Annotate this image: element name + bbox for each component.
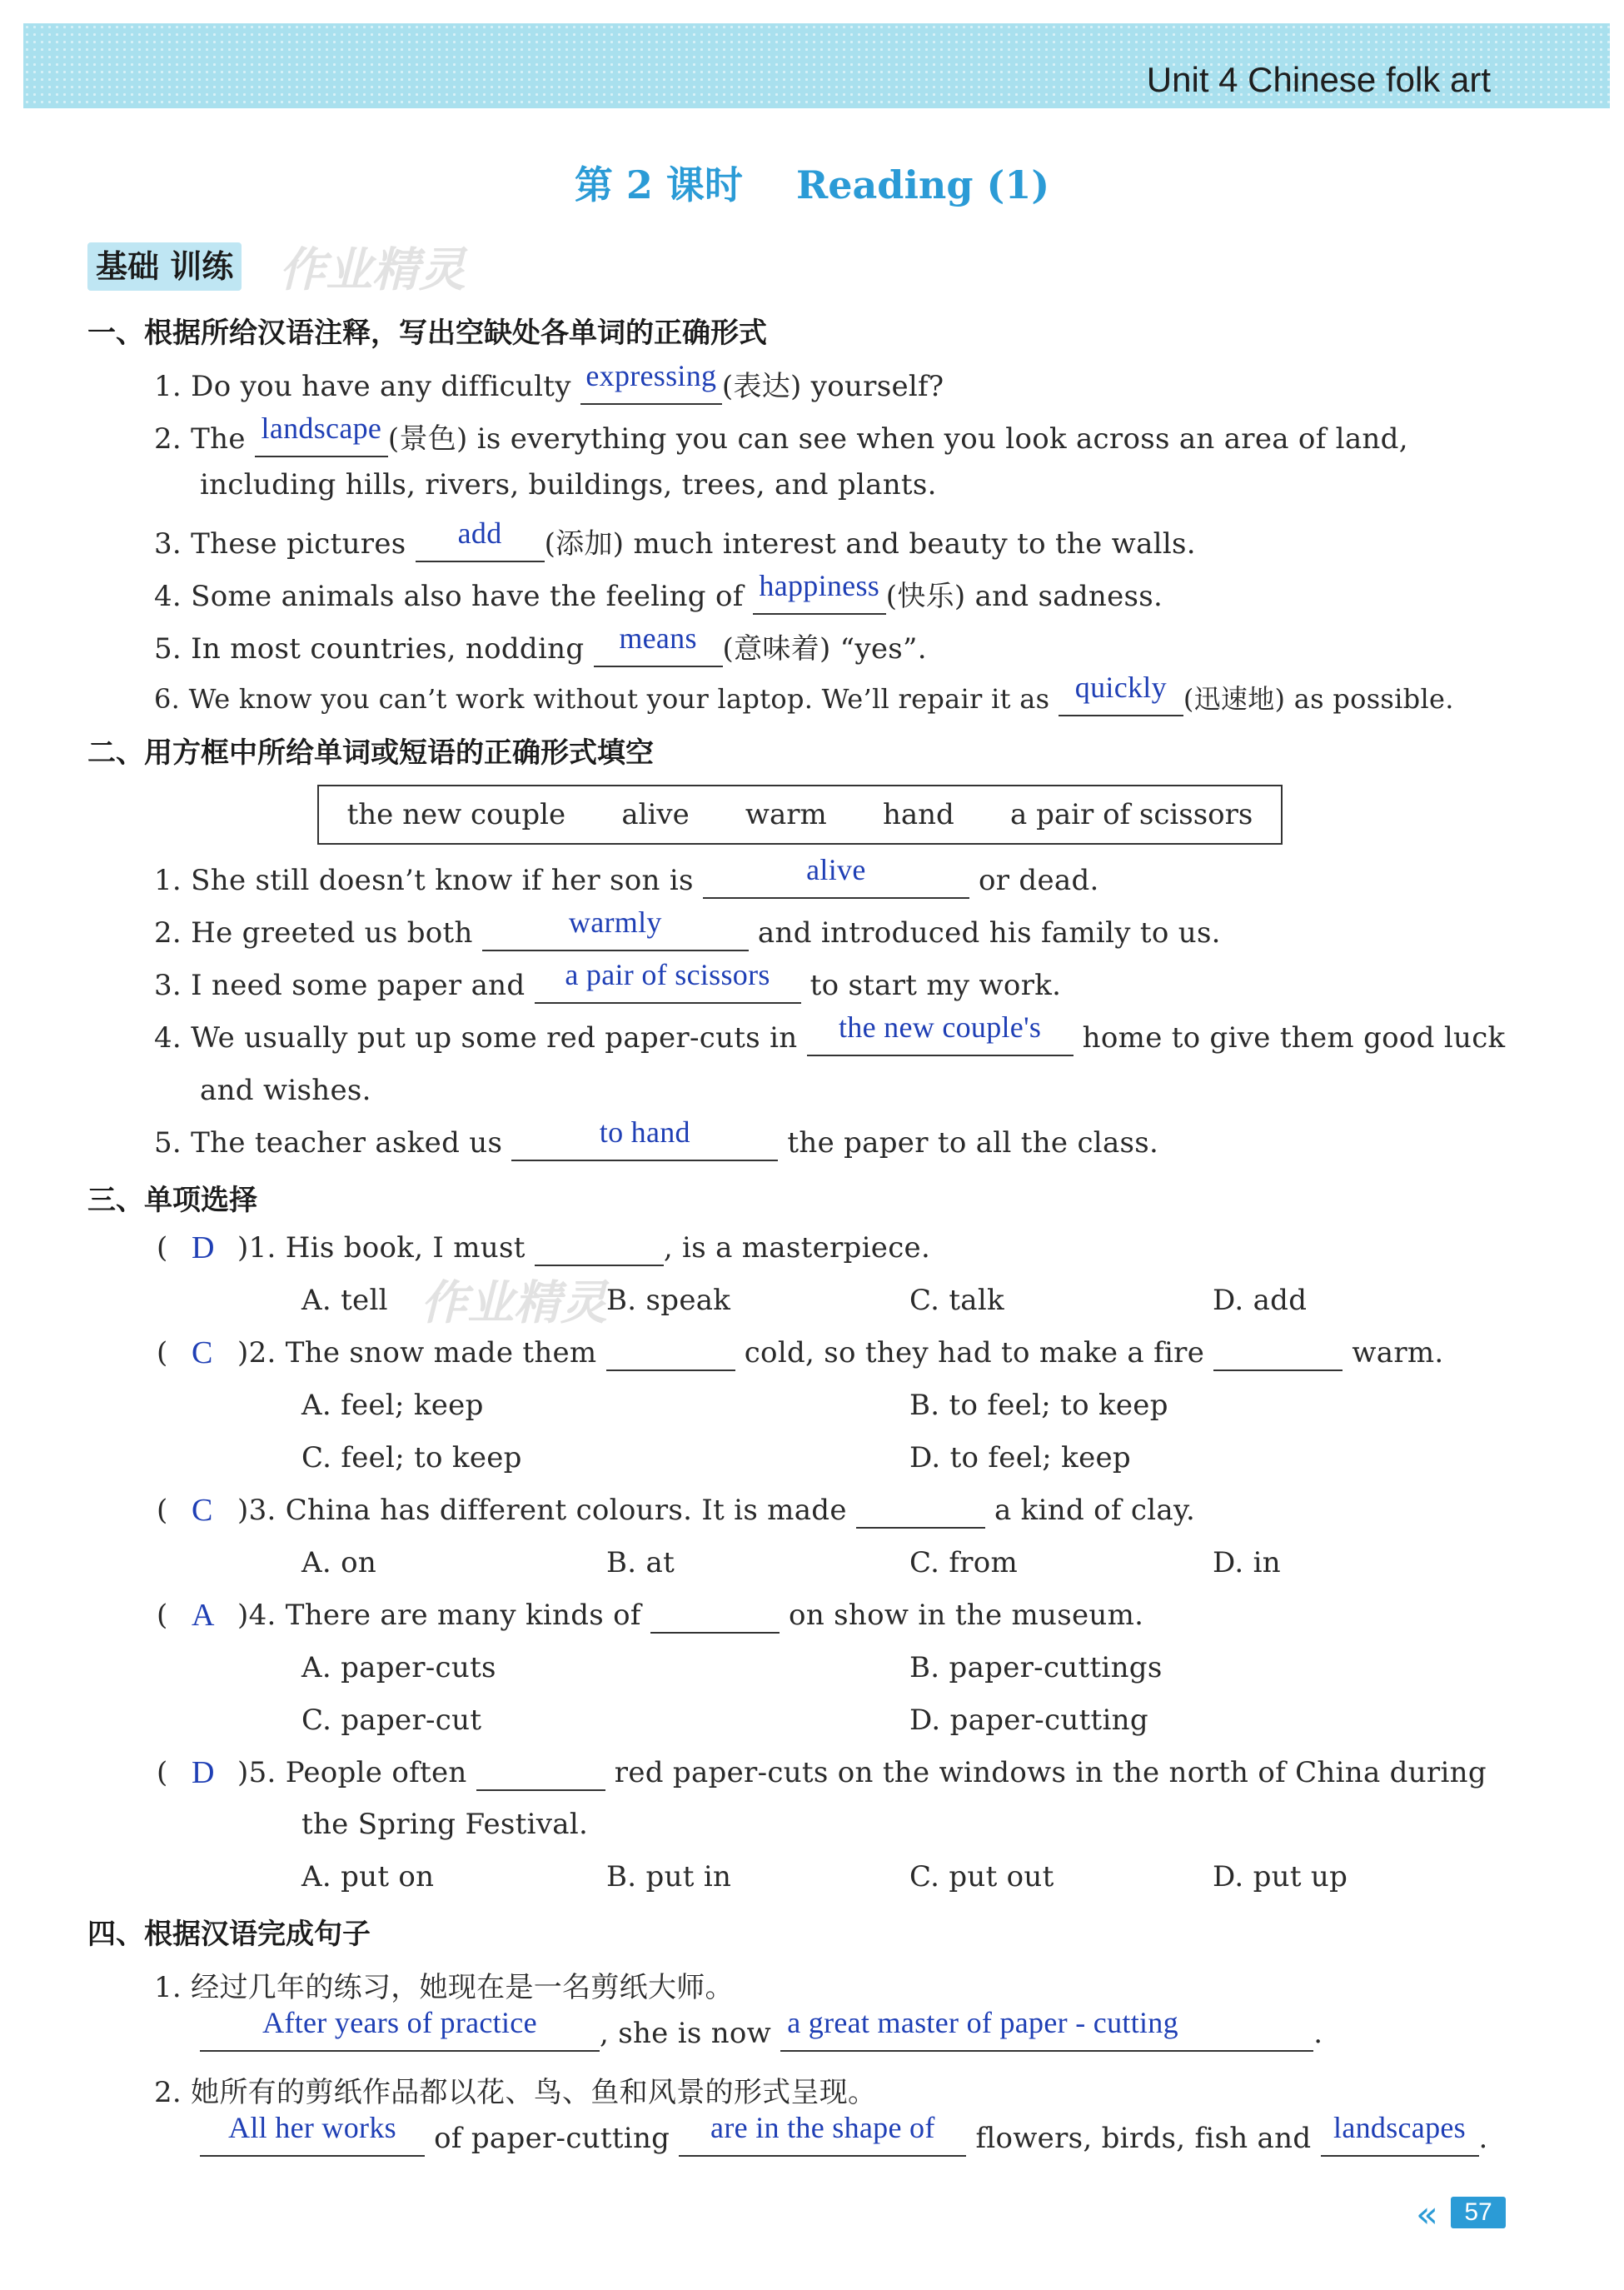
box-word: warm	[745, 798, 827, 831]
double-chevron-icon: «	[1416, 2193, 1438, 2236]
s3-q4-paren: (	[157, 1599, 168, 1632]
choice-answer: D	[192, 1755, 215, 1790]
choice-answer: A	[192, 1598, 215, 1633]
answer-blank[interactable]	[606, 1336, 735, 1371]
answer-blank[interactable]: add	[416, 527, 545, 562]
option[interactable]: C. put out	[909, 1860, 1054, 1893]
s3-q1: )1. His book, I must , is a masterpiece.	[237, 1231, 931, 1265]
option[interactable]: D. paper-cutting	[909, 1704, 1148, 1737]
answer-blank[interactable]: are in the shape of	[679, 2122, 966, 2157]
option[interactable]: B. paper-cuttings	[909, 1651, 1163, 1684]
s1-q5: 5. In most countries, nodding means (意味着) “yes”.	[154, 621, 927, 666]
s3-q5: )5. People often red paper-cuts on the windows in the north of China during	[237, 1756, 1487, 1789]
answer-blank[interactable]	[535, 1231, 664, 1266]
s3-q5-paren: (	[157, 1756, 168, 1789]
option[interactable]: A. put on	[301, 1860, 435, 1893]
answer-blank[interactable]: quickly	[1059, 683, 1183, 716]
answer-blank[interactable]	[476, 1756, 605, 1791]
s2-q3: 3. I need some paper and a pair of scissors to start my work.	[154, 958, 1062, 1002]
s2-q4-line2: and wishes.	[200, 1074, 371, 1107]
option[interactable]: A. feel; keep	[301, 1389, 484, 1422]
answer-blank[interactable]: to hand	[511, 1126, 778, 1161]
s4-q1-chinese: 1. 经过几年的练习，她现在是一名剪纸大师。	[154, 1971, 734, 2004]
s2-q2: 2. He greeted us both warmly and introduced his family to us.	[154, 906, 1221, 950]
word-box	[317, 785, 1283, 845]
choice-answer: C	[192, 1335, 213, 1370]
s1-q2: 2. The landscape (景色) is everything you can see when you look across an area of land,	[154, 412, 1408, 456]
s1-q3: 3. These pictures add (添加) much interest and beauty to the walls.	[154, 516, 1196, 561]
option[interactable]: D. in	[1213, 1546, 1281, 1579]
option[interactable]: A. tell	[301, 1284, 388, 1317]
s3-q3-paren: (	[157, 1494, 168, 1527]
option[interactable]: B. at	[606, 1546, 675, 1579]
lesson-title: 第 2 课时 Reading (1)	[574, 162, 1050, 207]
option[interactable]: B. to feel; to keep	[909, 1389, 1168, 1422]
s3-q2: )2. The snow made them cold, so they had to make a fire warm.	[237, 1336, 1444, 1370]
s3-q1-paren: (	[157, 1231, 168, 1265]
answer-blank[interactable]	[650, 1599, 780, 1634]
s4-q1-answer-line: After years of practice , she is now a great master of paper - cutting .	[200, 2017, 1323, 2052]
section-tag: 基础 训练	[87, 242, 242, 291]
option[interactable]: A. paper-cuts	[301, 1651, 496, 1684]
option[interactable]: D. to feel; keep	[909, 1441, 1131, 1474]
box-word: hand	[882, 798, 954, 831]
answer-blank[interactable]	[856, 1494, 985, 1529]
option[interactable]: C. feel; to keep	[301, 1441, 522, 1474]
answer-blank[interactable]: After years of practice	[200, 2017, 600, 2052]
page-number: 57	[1451, 2197, 1506, 2228]
watermark: 作业精灵	[279, 243, 466, 297]
s1-q6: 6. We know you can’t work without your laptop. We’ll repair it as quickly (迅速地) as possible.	[154, 671, 1454, 715]
answer-blank[interactable]: the new couple's	[807, 1021, 1074, 1056]
option[interactable]: B. put in	[606, 1860, 732, 1893]
answer-blank[interactable]: expressing	[580, 370, 722, 405]
s1-q2-line2: including hills, rivers, buildings, trees, and plants.	[200, 468, 937, 501]
s4-q2-chinese: 2. 她所有的剪纸作品都以花、鸟、鱼和风景的形式呈现。	[154, 2076, 877, 2109]
s4-q2-answer-line: All her works of paper-cutting are in the shape of flowers, birds, fish and landscapes .	[200, 2122, 1488, 2157]
answer-blank[interactable]: means	[594, 632, 723, 667]
option[interactable]: D. add	[1213, 1284, 1308, 1317]
option[interactable]: D. put up	[1213, 1860, 1348, 1893]
answer-blank[interactable]	[1213, 1336, 1343, 1371]
s1-q1: 1. Do you have any difficulty expressing (表达) yourself?	[154, 359, 944, 403]
s3-q5-line2: the Spring Festival.	[301, 1808, 589, 1841]
answer-blank[interactable]: All her works	[200, 2122, 425, 2157]
box-word: alive	[621, 798, 690, 831]
s3-q4: )4. There are many kinds of on show in the museum.	[237, 1599, 1144, 1632]
choice-answer: D	[192, 1230, 215, 1265]
answer-blank[interactable]: landscapes	[1321, 2122, 1479, 2157]
answer-blank[interactable]: warmly	[482, 916, 749, 951]
answer-blank[interactable]: a pair of scissors	[535, 969, 801, 1004]
s3-q2-paren: (	[157, 1336, 168, 1370]
option[interactable]: A. on	[301, 1546, 377, 1579]
section4-heading: 四、根据汉语完成句子	[87, 1918, 371, 1951]
answer-blank[interactable]: landscape	[255, 422, 388, 457]
box-word: the new couple	[346, 798, 566, 831]
option[interactable]: C. talk	[909, 1284, 1004, 1317]
watermark: 作业精灵	[421, 1276, 607, 1330]
option[interactable]: B. speak	[606, 1284, 731, 1317]
s2-q1: 1. She still doesn’t know if her son is alive or dead.	[154, 853, 1099, 897]
answer-blank[interactable]: happiness	[753, 580, 886, 615]
option[interactable]: C. paper-cut	[301, 1704, 482, 1737]
choice-answer: C	[192, 1493, 213, 1528]
answer-blank[interactable]: a great master of paper - cutting	[780, 2017, 1313, 2052]
answer-blank[interactable]: alive	[703, 864, 969, 899]
section1-heading: 一、根据所给汉语注释，写出空缺处各单词的正确形式	[87, 317, 767, 350]
section3-heading: 三、单项选择	[87, 1184, 257, 1217]
unit-title: Unit 4 Chinese folk art	[1146, 60, 1491, 99]
s1-q4: 4. Some animals also have the feeling of happiness (快乐) and sadness.	[154, 569, 1163, 613]
s2-q5: 5. The teacher asked us to hand the paper to all the class.	[154, 1115, 1159, 1160]
section2-heading: 二、用方框中所给单词或短语的正确形式填空	[87, 736, 654, 770]
option[interactable]: C. from	[909, 1546, 1019, 1579]
s2-q4: 4. We usually put up some red paper-cuts in the new couple's home to give them good luck	[154, 1010, 1506, 1055]
s3-q3: )3. China has different colours. It is made a kind of clay.	[237, 1494, 1196, 1527]
box-word: a pair of scissors	[1010, 798, 1253, 831]
